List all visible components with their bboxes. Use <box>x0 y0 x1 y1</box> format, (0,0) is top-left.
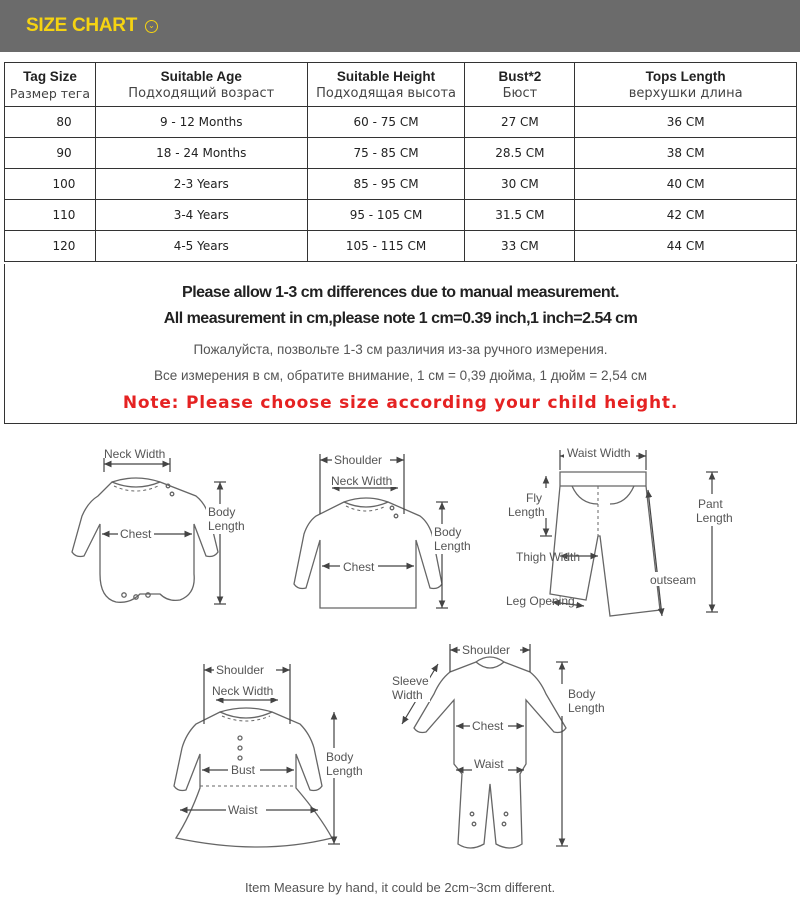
pants-fly-length-label: Length <box>508 505 545 519</box>
sweater-neck-label: Neck Width <box>331 474 393 488</box>
header-suitable-height: Suitable Height Подходящая высота <box>307 63 465 107</box>
table-row <box>5 107 797 138</box>
cell-height: 75 - 85 CM <box>307 138 465 169</box>
cell-tag-size: 90 <box>5 138 96 169</box>
dress-bust-label: Bust <box>231 763 256 777</box>
romper-shoulder-label: Shoulder <box>462 643 511 657</box>
header-tag-size: Tag Size Размер тега <box>5 63 96 107</box>
cell-tag-size: 110 <box>5 200 96 231</box>
cell-bust: 30 CM <box>465 169 575 200</box>
cell-tops-length: 38 CM <box>575 138 797 169</box>
romper-waist-label: Waist <box>474 757 504 771</box>
sweater-diagram <box>294 452 476 608</box>
cell-tops-length: 44 CM <box>575 231 797 262</box>
pants-fly-label: Fly <box>526 491 542 505</box>
pants-length-label: Length <box>696 511 733 525</box>
cell-bust: 31.5 CM <box>465 200 575 231</box>
table-header-row <box>5 63 797 107</box>
chevron-down-circle-icon: ⌄ <box>145 20 158 33</box>
romper-diagram <box>390 642 608 848</box>
note-line-3: Пожалуйста, позвольте 1-3 см различия из-за ручного измерения. <box>193 342 608 357</box>
bodysuit-chest-label: Chest <box>120 527 152 541</box>
header-title: SIZE CHART <box>26 15 138 36</box>
romper-chest-label: Chest <box>472 719 504 733</box>
header-bust: Bust*2 Бюст <box>465 63 575 107</box>
cell-age: 18 - 24 Months <box>95 138 307 169</box>
cell-height: 85 - 95 CM <box>307 169 465 200</box>
header-tops-length: Tops Length верхушки длина <box>575 63 797 107</box>
sweater-chest-label: Chest <box>343 560 375 574</box>
cell-tag-size: 80 <box>5 107 96 138</box>
pants-thigh-label: Thigh Width <box>516 550 581 564</box>
dress-diagram <box>174 662 368 847</box>
sweater-body-label: Body <box>434 525 462 539</box>
bodysuit-diagram <box>72 447 248 604</box>
dress-length-label: Length <box>326 764 363 778</box>
table-row <box>5 231 797 262</box>
cell-age: 4-5 Years <box>95 231 307 262</box>
bodysuit-neck-label: Neck Width <box>104 447 166 461</box>
cell-height: 105 - 115 CM <box>307 231 465 262</box>
size-table <box>4 62 797 262</box>
bodysuit-length-label: Length <box>208 519 245 533</box>
header-suitable-age: Suitable Age Подходящий возраст <box>95 63 307 107</box>
size-chart-header <box>0 0 800 52</box>
dress-neck-label: Neck Width <box>212 684 274 698</box>
cell-tag-size: 120 <box>5 231 96 262</box>
romper-outline <box>414 662 566 848</box>
dress-outline <box>174 712 332 847</box>
bodysuit-body-label: Body <box>208 505 236 519</box>
pants-outseam-label: outseam <box>650 573 697 587</box>
dress-waist-label: Waist <box>228 803 258 817</box>
cell-tops-length: 36 CM <box>575 107 797 138</box>
pants-diagram <box>506 446 738 616</box>
pants-leg-opening-label: Leg Opening <box>506 594 575 608</box>
pants-waist-label: Waist Width <box>567 446 631 460</box>
cell-bust: 33 CM <box>465 231 575 262</box>
romper-length-label: Length <box>568 701 605 715</box>
table-row <box>5 200 797 231</box>
dress-body-label: Body <box>326 750 354 764</box>
pants-pant-label: Pant <box>698 497 723 511</box>
cell-height: 60 - 75 CM <box>307 107 465 138</box>
cell-bust: 27 CM <box>465 107 575 138</box>
size-warning: Note: Please choose size according your child height. <box>122 393 679 413</box>
romper-width-label: Width <box>392 688 423 702</box>
cell-tops-length: 40 CM <box>575 169 797 200</box>
cell-age: 2-3 Years <box>95 169 307 200</box>
note-line-2: All measurement in cm,please note 1 cm=0.39 inch,1 inch=2.54 cm <box>163 310 638 327</box>
measurement-diagrams <box>0 424 800 900</box>
cell-age: 9 - 12 Months <box>95 107 307 138</box>
romper-body-label: Body <box>568 687 596 701</box>
cell-tops-length: 42 CM <box>575 200 797 231</box>
table-row <box>5 138 797 169</box>
measurement-footer-note: Item Measure by hand, it could be 2cm~3cm different. <box>244 880 556 895</box>
romper-sleeve-label: Sleeve <box>392 674 429 688</box>
note-line-1: Please allow 1-3 cm differences due to manual measurement. <box>182 284 619 301</box>
cell-tag-size: 100 <box>5 169 96 200</box>
sweater-outline <box>294 502 442 608</box>
cell-height: 95 - 105 CM <box>307 200 465 231</box>
bodysuit-outline <box>72 482 218 602</box>
cell-age: 3-4 Years <box>95 200 307 231</box>
sweater-shoulder-label: Shoulder <box>334 453 383 467</box>
sweater-length-label: Length <box>434 539 471 553</box>
notes-box <box>4 264 797 424</box>
dress-shoulder-label: Shoulder <box>216 663 265 677</box>
cell-bust: 28.5 CM <box>465 138 575 169</box>
note-line-4: Все измерения в см, обратите внимание, 1 см = 0,39 дюйма, 1 дюйм = 2,54 см <box>153 368 648 383</box>
table-row <box>5 169 797 200</box>
